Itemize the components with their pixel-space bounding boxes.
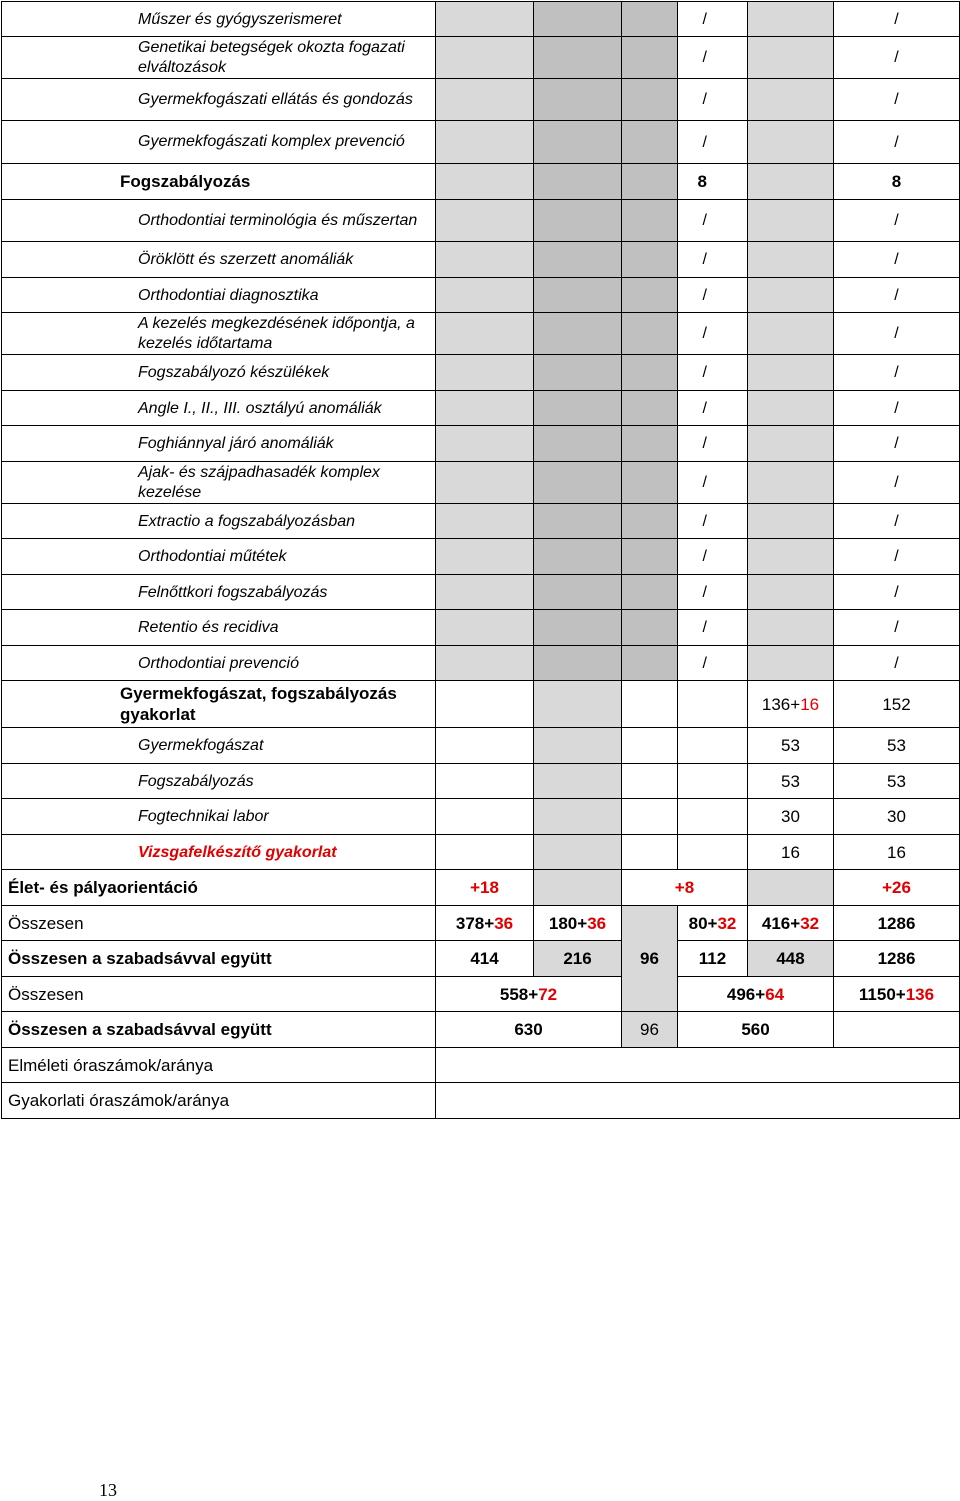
cell-value: 1286 xyxy=(834,941,960,977)
cell-value: / xyxy=(678,426,748,462)
table-row xyxy=(2,1048,960,1083)
row-label: Gyermekfogászati ellátás és gondozás xyxy=(2,79,436,121)
row-label: Orthodontiai prevenció xyxy=(2,646,436,681)
cell-value: / xyxy=(678,646,748,681)
section-label: Fogszabályozás xyxy=(2,164,436,200)
table-row xyxy=(2,462,960,504)
cell-value: 16 xyxy=(834,835,960,870)
row-label: Gyermekfogászati komplex prevenció xyxy=(2,121,436,164)
row-label: A kezelés megkezdésének időpontja, a kezelés időtartama xyxy=(2,313,436,355)
table-row xyxy=(2,575,960,610)
cell-value: / xyxy=(834,575,960,610)
cell-value: 448 xyxy=(748,941,834,977)
cell-value: 30 xyxy=(748,799,834,835)
cell-value: / xyxy=(834,2,960,37)
cell-value: / xyxy=(834,504,960,539)
row-label: Orthodontiai terminológia és műszertan xyxy=(2,200,436,242)
cell-value: 8 xyxy=(678,164,748,200)
summary-label: Összesen a szabadsávval együtt xyxy=(2,1012,436,1048)
cell-value: / xyxy=(834,646,960,681)
table-row xyxy=(2,278,960,313)
row-label: Gyermekfogászat xyxy=(2,728,436,764)
row-label: Öröklött és szerzett anomáliák xyxy=(2,242,436,278)
row-label: Angle I., II., III. osztályú anomáliák xyxy=(2,391,436,426)
table-row xyxy=(2,799,960,835)
cell-value: 112 xyxy=(678,941,748,977)
cell-value: 16 xyxy=(748,835,834,870)
table-row xyxy=(2,2,960,37)
cell-value: / xyxy=(678,610,748,646)
summary-label: Elméleti óraszámok/aránya xyxy=(2,1048,436,1083)
cell-value: / xyxy=(834,313,960,355)
table-row xyxy=(2,79,960,121)
cell-value: / xyxy=(678,121,748,164)
cell-value: 558+72 xyxy=(436,977,622,1012)
table-row xyxy=(2,313,960,355)
section-label: Gyermekfogászat, fogszabályozás gyakorlat xyxy=(2,681,436,728)
table-row xyxy=(2,610,960,646)
row-label: Foghiánnyal járó anomáliák xyxy=(2,426,436,462)
table-row xyxy=(2,681,960,728)
cell-value: 560 xyxy=(678,1012,834,1048)
table-row xyxy=(2,391,960,426)
table-row xyxy=(2,539,960,575)
table-row xyxy=(2,646,960,681)
row-label: Genetikai betegségek okozta fogazati elváltozások xyxy=(2,37,436,79)
cell-value: / xyxy=(678,391,748,426)
cell-value: 96 xyxy=(622,1012,678,1048)
row-label: Vizsgafelkészítő gyakorlat xyxy=(2,835,436,870)
summary-label: Összesen xyxy=(2,977,436,1012)
cell-value: / xyxy=(834,121,960,164)
table-row xyxy=(2,977,960,1012)
table-row xyxy=(2,504,960,539)
cell-value: / xyxy=(678,278,748,313)
page-number: 13 xyxy=(99,1480,117,1500)
cell-value: +8 xyxy=(622,870,748,906)
cell-value: 53 xyxy=(834,728,960,764)
cell-value: 53 xyxy=(748,728,834,764)
cell-value: 152 xyxy=(834,681,960,728)
cell-value: / xyxy=(834,462,960,504)
cell-value: 96 xyxy=(622,906,678,1012)
cell-value: / xyxy=(834,355,960,391)
cell-value: 630 xyxy=(436,1012,622,1048)
cell-value: +18 xyxy=(436,870,534,906)
table-row xyxy=(2,242,960,278)
curriculum-table xyxy=(1,1,960,1119)
cell-value: 416+32 xyxy=(748,906,834,941)
cell-value: / xyxy=(834,610,960,646)
cell-value: / xyxy=(678,575,748,610)
table-row xyxy=(2,200,960,242)
table-row xyxy=(2,164,960,200)
row-label: Fogszabályozó készülékek xyxy=(2,355,436,391)
cell-value: / xyxy=(678,37,748,79)
cell-value: 1150+136 xyxy=(834,977,960,1012)
cell-value: / xyxy=(834,539,960,575)
cell-value: 496+64 xyxy=(678,977,834,1012)
row-label: Orthodontiai diagnosztika xyxy=(2,278,436,313)
table-row xyxy=(2,906,960,941)
cell-value: 216 xyxy=(534,941,622,977)
table-row xyxy=(2,835,960,870)
row-label: Orthodontiai műtétek xyxy=(2,539,436,575)
cell-value: / xyxy=(834,200,960,242)
cell-value: / xyxy=(678,79,748,121)
cell-value: 53 xyxy=(834,764,960,799)
cell-value: 378+36 xyxy=(436,906,534,941)
cell-value: / xyxy=(834,426,960,462)
cell-value: / xyxy=(834,278,960,313)
cell-value: / xyxy=(678,504,748,539)
cell-value: 53 xyxy=(748,764,834,799)
cell-value: / xyxy=(678,539,748,575)
cell-value: / xyxy=(678,242,748,278)
cell-value: +26 xyxy=(834,870,960,906)
cell-value: 136+16 xyxy=(748,681,834,728)
table-row xyxy=(2,1012,960,1048)
table-row xyxy=(2,941,960,977)
row-label: Retentio és recidiva xyxy=(2,610,436,646)
cell-value: 1286 xyxy=(834,906,960,941)
table-row xyxy=(2,355,960,391)
table-row xyxy=(2,121,960,164)
cell-value: 8 xyxy=(834,164,960,200)
table-row xyxy=(2,426,960,462)
summary-label: Összesen a szabadsávval együtt xyxy=(2,941,436,977)
summary-label: Összesen xyxy=(2,906,436,941)
cell-value: 80+32 xyxy=(678,906,748,941)
cell-value: / xyxy=(678,355,748,391)
cell-value: / xyxy=(834,37,960,79)
row-label: Műszer és gyógyszerismeret xyxy=(2,2,436,37)
summary-label: Gyakorlati óraszámok/aránya xyxy=(2,1083,436,1119)
cell-value: / xyxy=(834,242,960,278)
cell-value: 180+36 xyxy=(534,906,622,941)
cell-value: / xyxy=(834,79,960,121)
summary-label: Élet- és pályaorientáció xyxy=(2,870,436,906)
table-row xyxy=(2,764,960,799)
cell-value: 414 xyxy=(436,941,534,977)
row-label: Extractio a fogszabályozásban xyxy=(2,504,436,539)
cell-value: / xyxy=(678,2,748,37)
cell-value: / xyxy=(678,313,748,355)
cell-value: 30 xyxy=(834,799,960,835)
cell-value: / xyxy=(678,200,748,242)
table-row xyxy=(2,1083,960,1119)
table-row xyxy=(2,728,960,764)
table-row xyxy=(2,870,960,906)
table-row xyxy=(2,37,960,79)
row-label: Ajak- és szájpadhasadék komplex kezelése xyxy=(2,462,436,504)
row-label: Fogtechnikai labor xyxy=(2,799,436,835)
cell-value: / xyxy=(678,462,748,504)
row-label: Felnőttkori fogszabályozás xyxy=(2,575,436,610)
row-label: Fogszabályozás xyxy=(2,764,436,799)
cell-value: / xyxy=(834,391,960,426)
